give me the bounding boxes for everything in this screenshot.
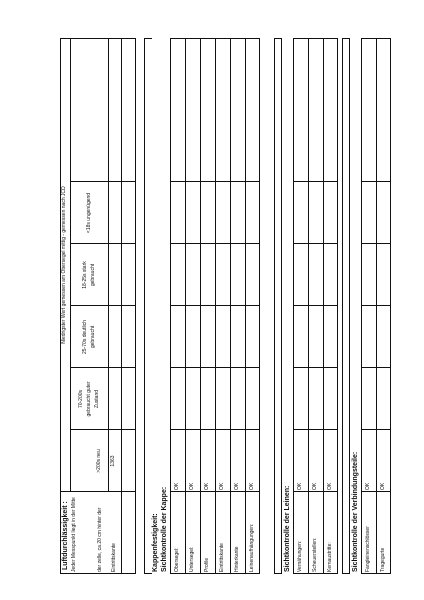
kappe-heading-2: Sichtkontrolle der Kappe:: [161, 486, 168, 572]
leinen-column-line: [293, 429, 338, 430]
leinen-table: [293, 38, 338, 574]
kappe-row-label: Eintrittskante: [219, 543, 225, 572]
luft-col-1: >200s neu: [96, 449, 102, 473]
verbindung-column-line: [361, 181, 391, 182]
leinen-column-line: [293, 181, 338, 182]
verbindung-column-line: [361, 491, 391, 492]
luft-header-main: Niedrigster Wert gemessen am Obersegel mittig - gemessen nach JCD: [61, 186, 67, 344]
verbindung-row-separator: [376, 38, 377, 574]
kappe-row-value: OK: [234, 482, 240, 490]
luft-col-2: 70-200s gebraucht guter Zustand: [78, 381, 100, 417]
verbindung-section: [342, 38, 406, 574]
luft-section: [60, 38, 136, 574]
leinen-column-line: [293, 491, 338, 492]
kappe-row-value: OK: [249, 482, 255, 490]
leinen-row-separator: [308, 38, 309, 574]
leinen-row-separator: [323, 38, 324, 574]
kappe-row-separator: [215, 38, 216, 574]
leinen-row-value: OK: [327, 482, 333, 490]
leinen-row-value: OK: [312, 482, 318, 490]
verbindung-column-line: [361, 367, 391, 368]
rotated-document-page: [60, 38, 420, 574]
kappe-row-value: OK: [174, 482, 180, 490]
leinen-column-line: [293, 305, 338, 306]
verbindung-column-line: [361, 429, 391, 430]
leinen-column-line: [293, 243, 338, 244]
leinen-row-label: Vernähungen:: [297, 540, 303, 572]
kappe-column-line: [170, 305, 260, 306]
kappe-row-separator: [230, 38, 231, 574]
kappe-heading-1: Kappenfestigkeit:: [152, 513, 159, 572]
kappe-row-label: Untersegel:: [189, 546, 195, 572]
luft-col-3: 25-70s deutlich gebraucht: [82, 320, 96, 354]
kappe-row-value: OK: [204, 482, 210, 490]
luft-col-4: 18-25s stark gebraucht: [82, 261, 96, 289]
leinen-section: [274, 38, 338, 574]
kappe-row-value: OK: [189, 482, 195, 490]
verbindung-heading: Sichtkontrolle der Verbindungsteile:: [352, 451, 359, 572]
kappe-column-line: [170, 181, 260, 182]
luft-note-2: der zelle, ca.20 cm hinter der: [97, 507, 103, 572]
kappe-row-value: OK: [219, 482, 225, 490]
kappe-row-label: Obersegel:: [174, 547, 180, 572]
kappe-column-line: [170, 367, 260, 368]
luft-col-5: <18s ungenügend: [86, 192, 92, 234]
kappe-row-label: Leinenaufhängungen:: [249, 523, 255, 572]
kappe-row-label: Hinterkante: [234, 546, 240, 572]
leinen-heading: Sichtkontrolle der Leinen:: [284, 485, 291, 572]
verbindung-row-label: Fangleinenschlösser: [365, 526, 371, 572]
kappe-section: [144, 38, 272, 574]
luft-title: Luftdurchlässigkeit :: [62, 501, 69, 570]
luft-note-3: Eintrittskante: [111, 543, 117, 572]
verbindung-row-label: Tragegurte: [380, 547, 386, 572]
verbindung-row-value: OK: [365, 482, 371, 490]
verbindung-row-value: OK: [380, 482, 386, 490]
kappe-row-separator: [185, 38, 186, 574]
verbindung-column-line: [361, 243, 391, 244]
leinen-row-label: Scheuerstellen:: [312, 537, 318, 572]
luft-measured-value: 1363: [110, 455, 116, 467]
kappe-column-line: [170, 243, 260, 244]
kappe-column-line: [170, 429, 260, 430]
verbindung-column-line: [361, 305, 391, 306]
kappe-column-line: [170, 491, 260, 492]
kappe-row-separator: [245, 38, 246, 574]
leinen-row-value: OK: [297, 482, 303, 490]
kappe-row-separator: [200, 38, 201, 574]
leinen-column-line: [293, 367, 338, 368]
luft-note-1: Jeder Messpunkt liegt in der Mitte: [71, 497, 77, 572]
kappe-row-label: Profile: [204, 557, 210, 572]
leinen-row-label: Kernaustritte:: [327, 542, 333, 572]
